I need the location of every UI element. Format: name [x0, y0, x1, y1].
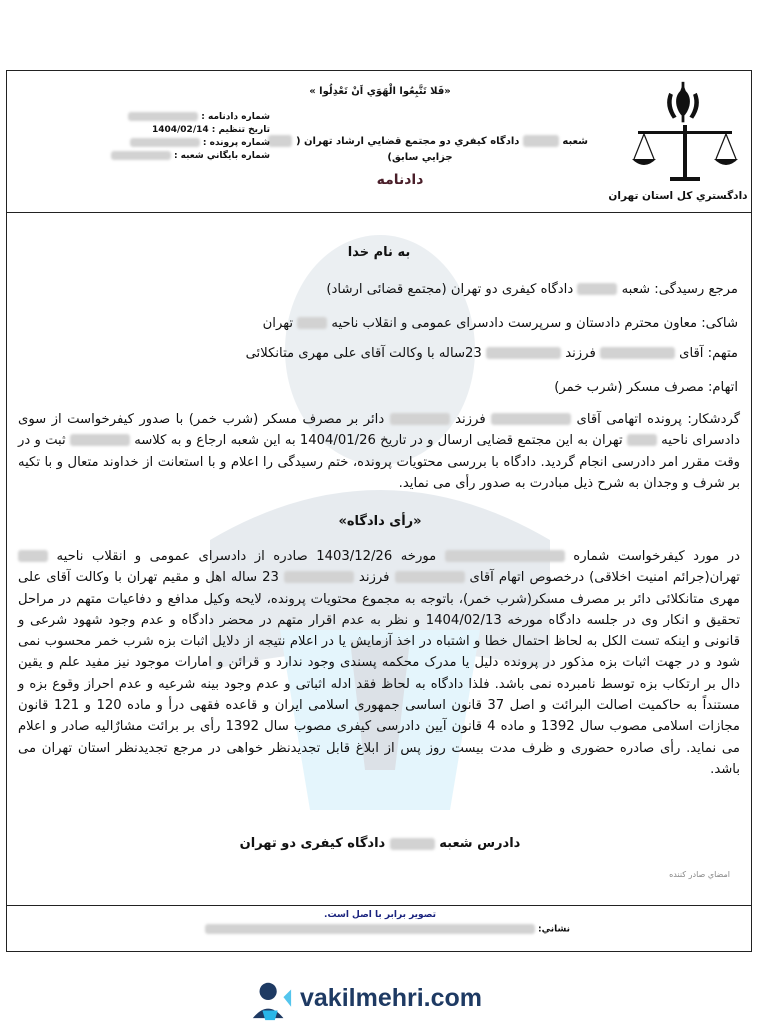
- court-line1: دادگاه کيفري دو مجتمع قضايي ارشاد تهران (: [295, 136, 520, 147]
- charge-line: اتهام: مصرف مسکر (شرب خمر): [554, 380, 738, 395]
- lawyer-avatar-icon: [248, 978, 294, 1022]
- branch-prefix: شعبه: [562, 136, 588, 147]
- certified-copy: تصوير برابر با اصل است.: [324, 910, 436, 920]
- field-verdict-number: شماره دادنامه :: [90, 112, 270, 122]
- date-value: 1404/02/14: [151, 125, 209, 135]
- accused-line: متهم: آقای فرزند 23ساله با وکالت آقای علی مهری متانکلائی: [245, 346, 738, 361]
- court-line2: جزايي سابق): [387, 152, 453, 163]
- document-frame: [6, 70, 752, 952]
- address-line: نشاني:: [180, 924, 570, 935]
- field-date: تاريخ تنظيم : 1404/02/14: [151, 125, 270, 135]
- judge-line: دادرس شعبه دادگاه کیفری دو تهران: [239, 836, 521, 851]
- basmala: به نام خدا: [347, 245, 411, 260]
- verdict-heading: «رأی دادگاه»: [338, 514, 422, 529]
- field-case-number: شماره پرونده :: [90, 138, 270, 148]
- header-quote: «فَلا تَتَّبِعُوا الْهَوَي اَنْ تَعْدِلُوا »: [309, 86, 451, 97]
- brand-site[interactable]: vakilmehri.com: [300, 984, 483, 1012]
- plaintiff-line: شاکی: معاون محترم دادستان و سرپرست دادسرای عمومی و انقلاب ناحیه تهران: [262, 316, 738, 331]
- scales-of-justice-icon: [630, 122, 740, 184]
- verdict-paragraph: در مورد کیفرخواست شماره مورخه 1403/12/26 صادره از دادسرای عمومی و انقلاب ناحیه تهران(جرائم امنیت اخلاقی) درخصوص اتهام آقای فرزند 23 ساله اهل و مقیم تهران با وکالت آقای علی مهری متانکلائی دائر بر مصرف مسکر(شرب خمر)، باتوجه به مجموع محتویات پرونده، لایحه وکیل مدافع و دفاعیات متهم در مراحل تحقیق و انکار وی در جلسه دادگاه مورخه 1404/02/13 و نظر به عدم اقرار متهم در محضر دادگاه و عدم وجود شهود شرعی و قانونی و اینکه تست الکل به لحاظ احتمال خطا و اشتباه در اخذ آزمایش یا در اعلام نتیجه از دلایل اثبات بزه شرب خمر محسوب نمی شود و در جهت اثبات بزه مذکور در پرونده دلیل یا مدرک محکمه پسندی وجود ندارد و قرائن و امارات موجود نیز مفید علم و یقین دال بر ارتکاب بزه توسط نامبرده نمی باشد. فلذا دادگاه به لحاظ فقد ادله اثباتی و عدم وجود بینه شرعیه و عدم احراز وقوع بزه و مستنداً به حاکمیت اصالت البرائت و اصل 37 قانون اساسی جمهوری اسلامی ایران و قاعده فقهی درأ و ماده 120 و 121 قانون مجازات اسلامی مصوب سال 1392 و ماده 4 قانون آیین دادرسی کیفری مصوب سال 1392 رأی بر برائت مشارٌالیه صادر و اعلام می نماید. رأی صادره حضوری و ظرف مدت بیست روز پس از ابلاغ قابل تجدیدنظر خواهی در مرجع تجدیدنظر استان تهران می باشد.: [18, 549, 740, 777]
- document-title: دادنامه: [376, 172, 424, 188]
- summary-paragraph: گردشکار: پرونده اتهامی آقای فرزند دائر بر مصرف مسکر (شرب خمر) با صدور کیفرخواست از سوی دادسرای ناحیه تهران به این مجتمع قضایی ارسال و در تاریخ 1404/01/26 به این شعبه ارجاع و به کلاسه ثبت و در وقت مقرر امر دادرسی انجام گردید. دادگاه با بررسی محتویات پرونده، ختم رسیدگی را اعلام و با استعانت از خداوند متعال و با تکیه بر شرف و وجدان به شرح ذیل مبادرت به صدور رأی می نماید.: [18, 412, 741, 491]
- field-archive-number: شماره بايگاني شعبه :: [90, 151, 270, 161]
- authority-line: مرجع رسیدگی: شعبه دادگاه کیفری دو تهران (مجتمع قضائی ارشاد): [326, 282, 738, 297]
- court-info: [258, 135, 588, 147]
- iran-emblem-icon: [658, 80, 708, 126]
- header-divider: [6, 212, 752, 213]
- org-name: دادگستري کل استان تهران: [608, 190, 748, 202]
- footer-divider: [6, 905, 752, 906]
- signature-note: امضاي صادر كننده: [669, 870, 730, 879]
